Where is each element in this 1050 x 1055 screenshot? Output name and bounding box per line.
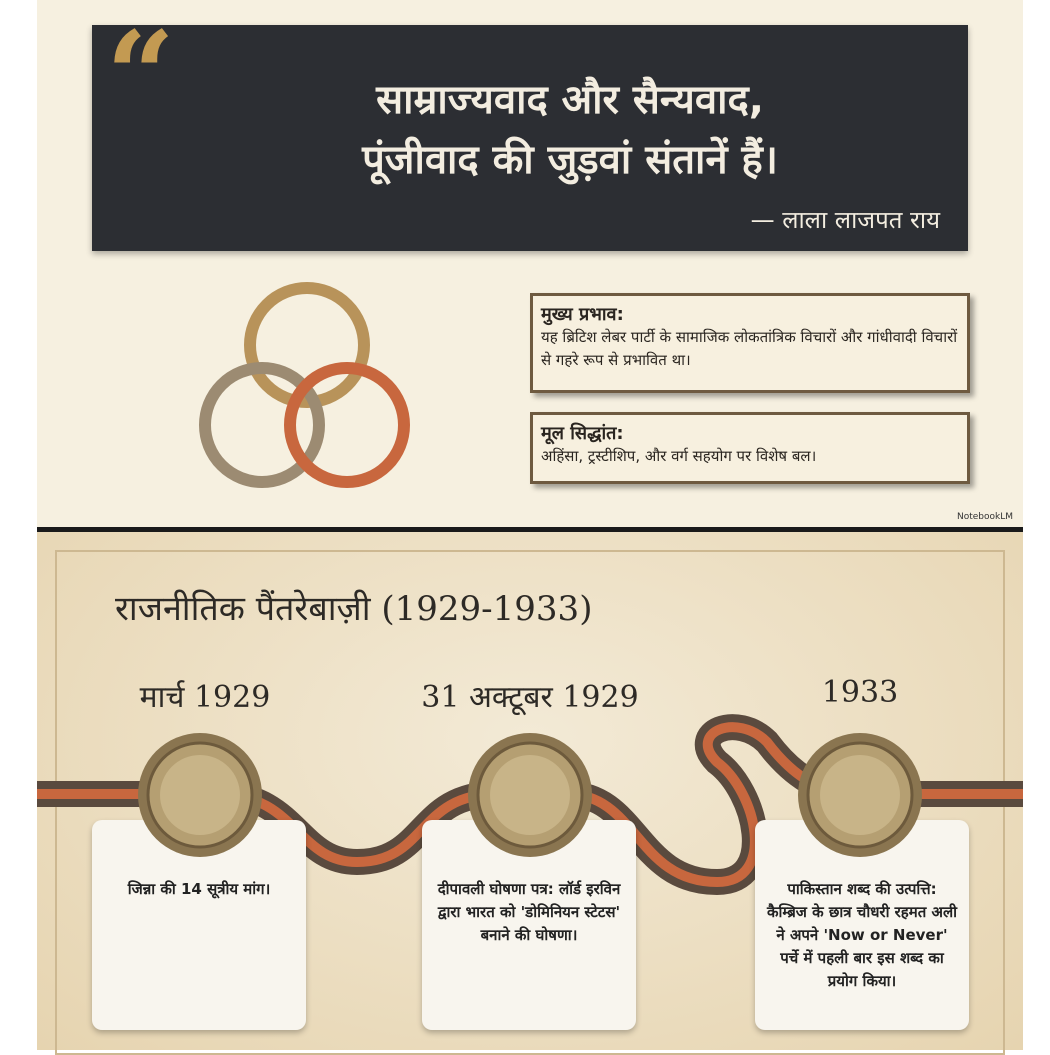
event-text: पाकिस्तान शब्द की उत्पत्ति: कैम्ब्रिज के छात्र चौधरी रहमत अली ने अपने 'Now or Never' पर्चे में पहली बार इस शब्द का प्रयोग किया। bbox=[766, 880, 958, 990]
event-date: मार्च 1929 bbox=[139, 680, 271, 715]
info-text: यह ब्रिटिश लेबर पार्टी के सामाजिक लोकतांत्रिक विचारों और गांधीवादी विचारों से गहरे रूप से प्रभावित था। bbox=[541, 328, 958, 369]
timeline-slide bbox=[37, 532, 1023, 1050]
info-heading: मूल सिद्धांत: bbox=[541, 423, 624, 444]
info-text: अहिंसा, ट्रस्टीशिप, और वर्ग सहयोग पर विशेष बल। bbox=[541, 447, 817, 465]
info-heading: मुख्य प्रभाव: bbox=[541, 304, 624, 325]
info-box-core-principles bbox=[530, 412, 970, 484]
event-date: 31 अक्टूबर 1929 bbox=[421, 680, 639, 715]
quote-line-1: साम्राज्यवाद और सैन्यवाद, bbox=[376, 77, 764, 123]
timeline-title: राजनीतिक पैंतरेबाज़ी (1929-1933) bbox=[115, 589, 593, 629]
event-date: 1933 bbox=[821, 675, 899, 710]
quote-slide bbox=[37, 0, 1023, 528]
quote-mark-icon: “ bbox=[106, 5, 176, 146]
quote-box bbox=[92, 5, 968, 251]
interlocking-rings-icon bbox=[187, 275, 427, 505]
event-text: दीपावली घोषणा पत्र: लॉर्ड इरविन द्वारा भारत को 'डोमिनियन स्टेटस' बनाने की घोषणा। bbox=[437, 880, 621, 944]
medallion-icon bbox=[465, 728, 595, 863]
quote-attribution: — लाला लाजपत राय bbox=[750, 206, 940, 234]
info-box-main-influence bbox=[530, 293, 970, 393]
medallion-icon bbox=[795, 728, 925, 863]
event-text: जिन्ना की 14 सूत्रीय मांग। bbox=[127, 880, 271, 898]
notebooklm-watermark: NotebookLM bbox=[956, 512, 1013, 522]
medallion-icon bbox=[135, 728, 265, 863]
quote-line-2: पूंजीवाद की जुड़वां संतानें हैं। bbox=[362, 137, 778, 183]
